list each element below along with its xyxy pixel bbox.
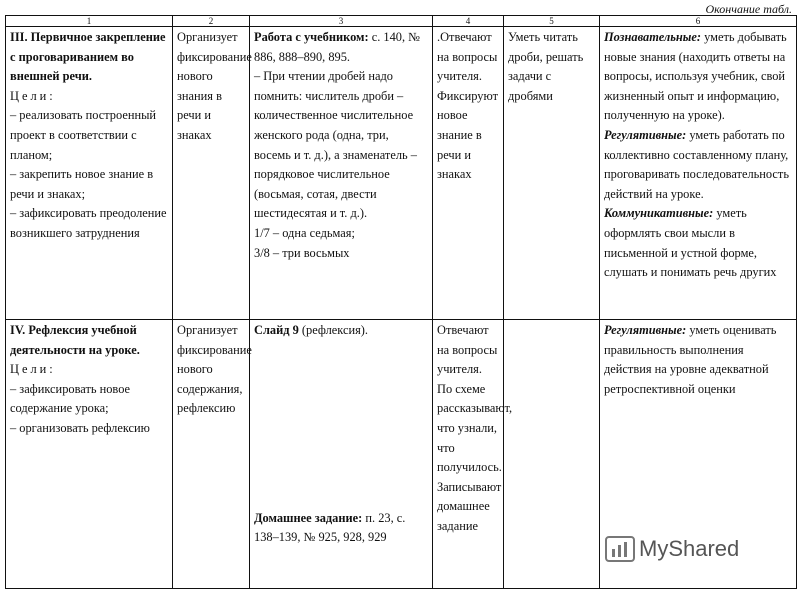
col-number: 1 <box>6 16 173 27</box>
student-activity-cell: .Отвечают на вопросы учителя. Фиксируют новое знание в речи и знаках <box>433 27 504 320</box>
stage-title: III. Первичное закрепление с проговариванием во внешней речи. <box>10 30 166 84</box>
teacher-activity-cell: Организует фиксирование нового содержания, рефлексию <box>173 320 250 589</box>
goals-list: – реализовать построенный проект в соответствии с планом; – закрепить новое знание в речи и знаках; – зафиксировать преодоление возникшего затруднения <box>10 108 167 240</box>
outcome-cell: Уметь читать дроби, решать задачи с дробями <box>504 27 600 320</box>
goals-list: – зафиксировать новое содержание урока; – организовать рефлексию <box>10 381 150 435</box>
uud-cell: Регулятивные: уметь оценивать правильность выполнения действия на уровне адекватной ретроспективной оценки <box>600 320 797 589</box>
table-row <box>6 27 797 320</box>
col-number: 2 <box>173 16 250 27</box>
watermark-text: MyShared <box>639 536 740 561</box>
uud-label: Регулятивные: <box>604 127 687 142</box>
stage-cell <box>6 27 173 320</box>
uud-cell: Познавательные: уметь добывать новые знания (находить ответы на вопросы, используя учебник, свой жизненный опыт и информацию, полученную на уроке). Регулятивные: уметь работать по коллективно составленному плану, проговаривать последовательность действий на уроке. Коммуникативные: уметь оформлять свои мысли в письменной и устной форме, слушать и понимать речь других <box>600 27 797 320</box>
uud-label: Познавательные: <box>604 30 702 44</box>
homework-label: Домашнее задание: <box>254 510 363 525</box>
chart-logo-icon <box>605 536 635 562</box>
table-caption: Окончание табл. <box>705 2 792 16</box>
col-number: 4 <box>433 16 504 27</box>
col-number: 5 <box>504 16 600 27</box>
teacher-activity-cell: Организует фиксирование нового знания в речи и знаках <box>173 27 250 320</box>
col-number: 6 <box>600 16 797 27</box>
content-text: с. 140, № 886, 888–890, 895. – При чтении дробей надо помнить: числитель дроби – количественное числительное женского рода (одна, три, восемь и т. д.), а знаменатель – порядковое числительное (восьмая, сотая, двести шестидесятая и т. д.). 1/7 – одна седьмая; 3/8 – три восьмых <box>254 30 421 260</box>
outcome-cell <box>504 320 600 589</box>
lesson-table <box>5 15 797 589</box>
watermark <box>605 536 739 562</box>
header-row <box>6 16 797 27</box>
slide-label: Слайд 9 <box>254 323 299 337</box>
stage-cell <box>6 320 173 589</box>
uud-label: Коммуникативные: <box>604 206 714 221</box>
content-cell: Слайд 9 (рефлексия). Домашнее задание: п. 23, с. 138–139, № 925, 928, 929 <box>250 320 433 589</box>
homework-block: Домашнее задание: п. 23, с. 138–139, № 925, 928, 929 <box>254 510 406 545</box>
student-activity-cell: Отвечают на вопросы учителя. По схеме рассказывают, что узнали, что получилось. Записывают домашнее задание <box>433 320 504 589</box>
content-cell <box>250 27 433 320</box>
uud-label: Регулятивные: <box>604 323 687 337</box>
goals-label: Цели: <box>10 362 56 377</box>
stage-title: IV. Рефлексия учебной деятельности на уроке. <box>10 323 140 357</box>
content-label: Работа с учебником: <box>254 30 369 44</box>
goals-label: Цели: <box>10 88 56 103</box>
col-number: 3 <box>250 16 433 27</box>
